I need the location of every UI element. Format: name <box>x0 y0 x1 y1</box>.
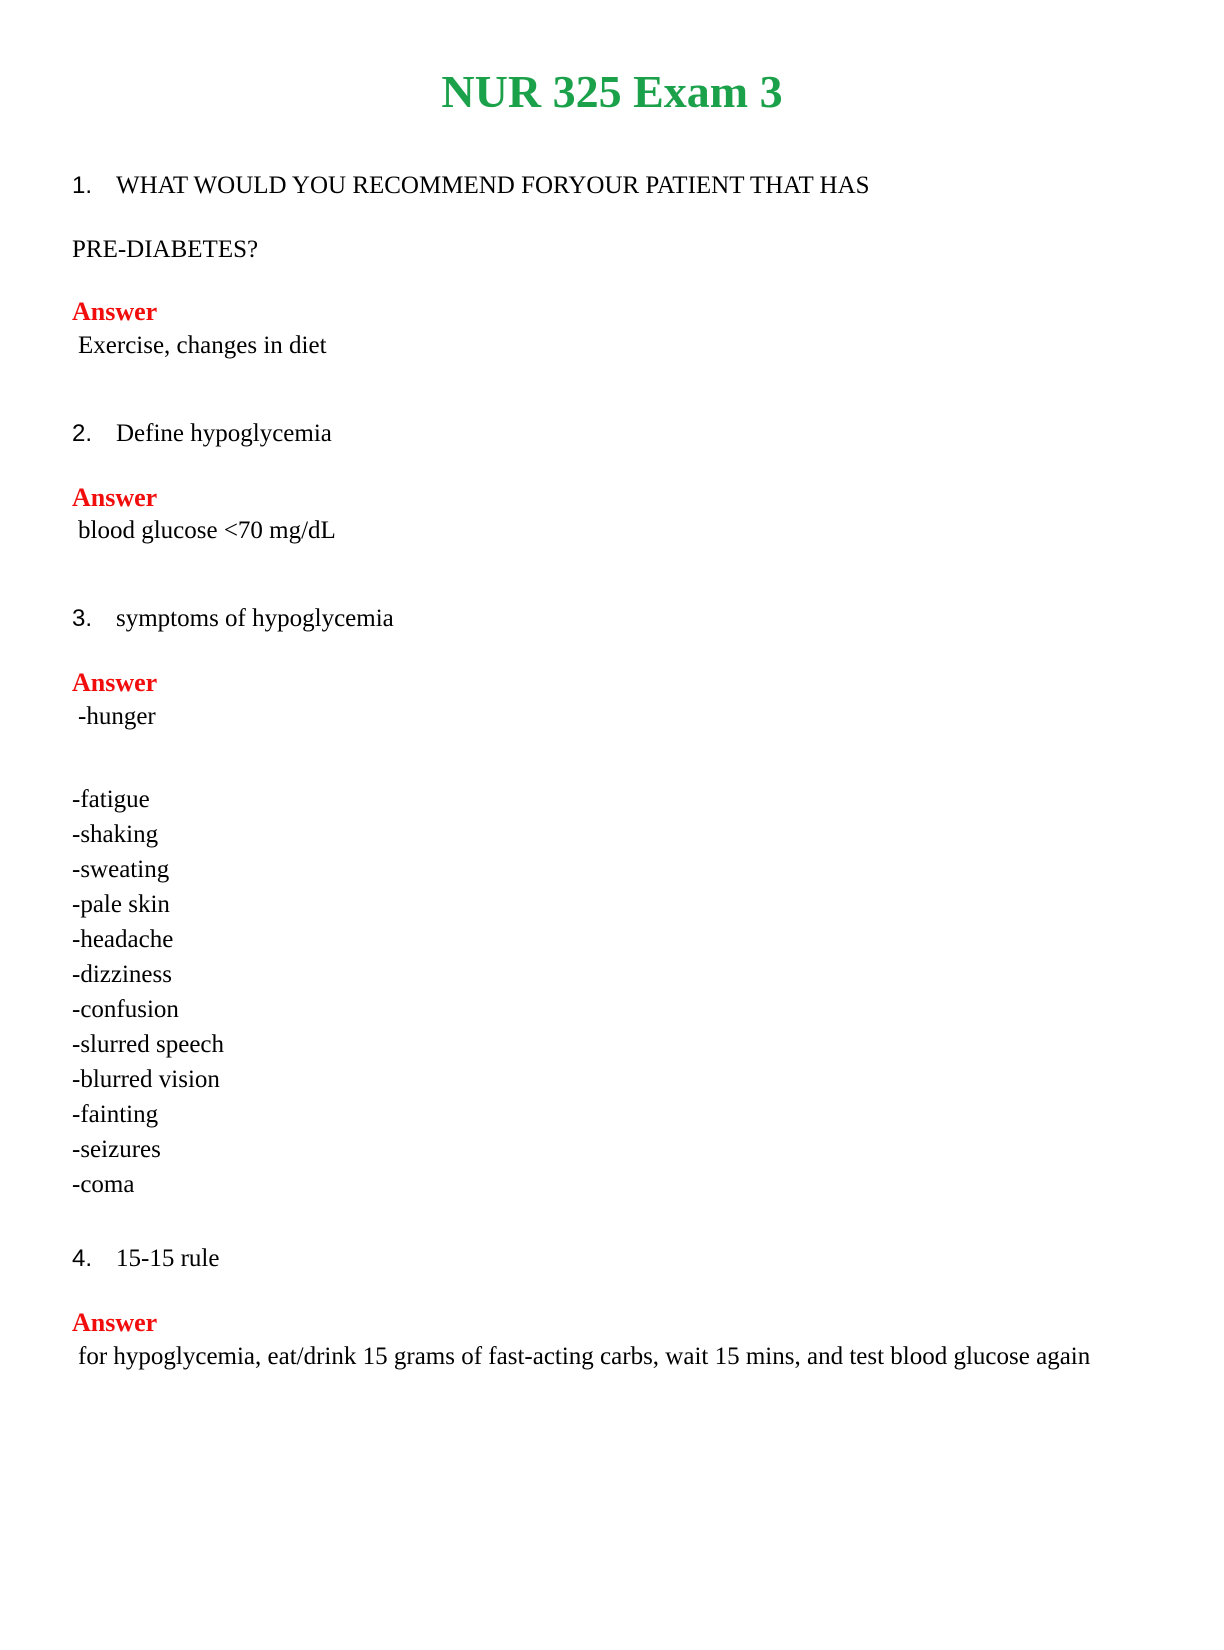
symptom-item: -fainting <box>72 1100 159 1128</box>
document-page <box>0 66 1224 1650</box>
question-1-text: WHAT WOULD YOU RECOMMEND FORYOUR PATIENT THAT HAS <box>116 171 870 199</box>
question-1 <box>72 171 1152 363</box>
question-2-text: Define hypoglycemia <box>116 419 332 447</box>
symptom-item: -fatigue <box>72 785 150 813</box>
question-4-line <box>72 1244 1152 1274</box>
symptom-list <box>72 782 1152 1202</box>
question-3 <box>72 604 1152 1202</box>
answer-label: Answer <box>72 1307 158 1337</box>
question-4-text: 15-15 rule <box>116 1244 220 1272</box>
symptom-item: -pale skin <box>72 890 170 918</box>
question-2-answer: blood glucose <70 mg/dL <box>78 517 336 545</box>
answer-label: Answer <box>72 482 158 512</box>
question-4-answer: for hypoglycemia, eat/drink 15 grams of fast-acting carbs, wait 15 mins, and test blood glucose again <box>78 1342 1091 1370</box>
question-4 <box>72 1244 1152 1374</box>
question-2-number: 2. <box>72 419 93 447</box>
question-4-number: 4. <box>72 1244 93 1272</box>
question-1-text-continued: PRE-DIABETES? <box>72 235 259 263</box>
question-3-answer: -hunger <box>78 703 156 731</box>
symptom-item: -coma <box>72 1170 135 1198</box>
question-1-line <box>72 171 1152 201</box>
question-1-number: 1. <box>72 171 93 199</box>
question-3-text: symptoms of hypoglycemia <box>116 605 394 633</box>
page-title: NUR 325 Exam 3 <box>441 66 783 117</box>
symptom-item: -seizures <box>72 1135 161 1163</box>
question-3-line <box>72 604 1152 634</box>
symptom-item: -blurred vision <box>72 1065 220 1093</box>
question-2 <box>72 419 1152 549</box>
symptom-item: -sweating <box>72 855 170 883</box>
question-1-answer: Exercise, changes in diet <box>78 331 327 359</box>
question-3-number: 3. <box>72 605 93 633</box>
question-2-line <box>72 419 1152 449</box>
answer-label: Answer <box>72 296 158 326</box>
symptom-item: -confusion <box>72 995 179 1023</box>
symptom-item: -slurred speech <box>72 1030 225 1058</box>
symptom-item: -headache <box>72 925 174 953</box>
symptom-item: -dizziness <box>72 960 172 988</box>
symptom-item: -shaking <box>72 820 159 848</box>
answer-label: Answer <box>72 668 158 698</box>
